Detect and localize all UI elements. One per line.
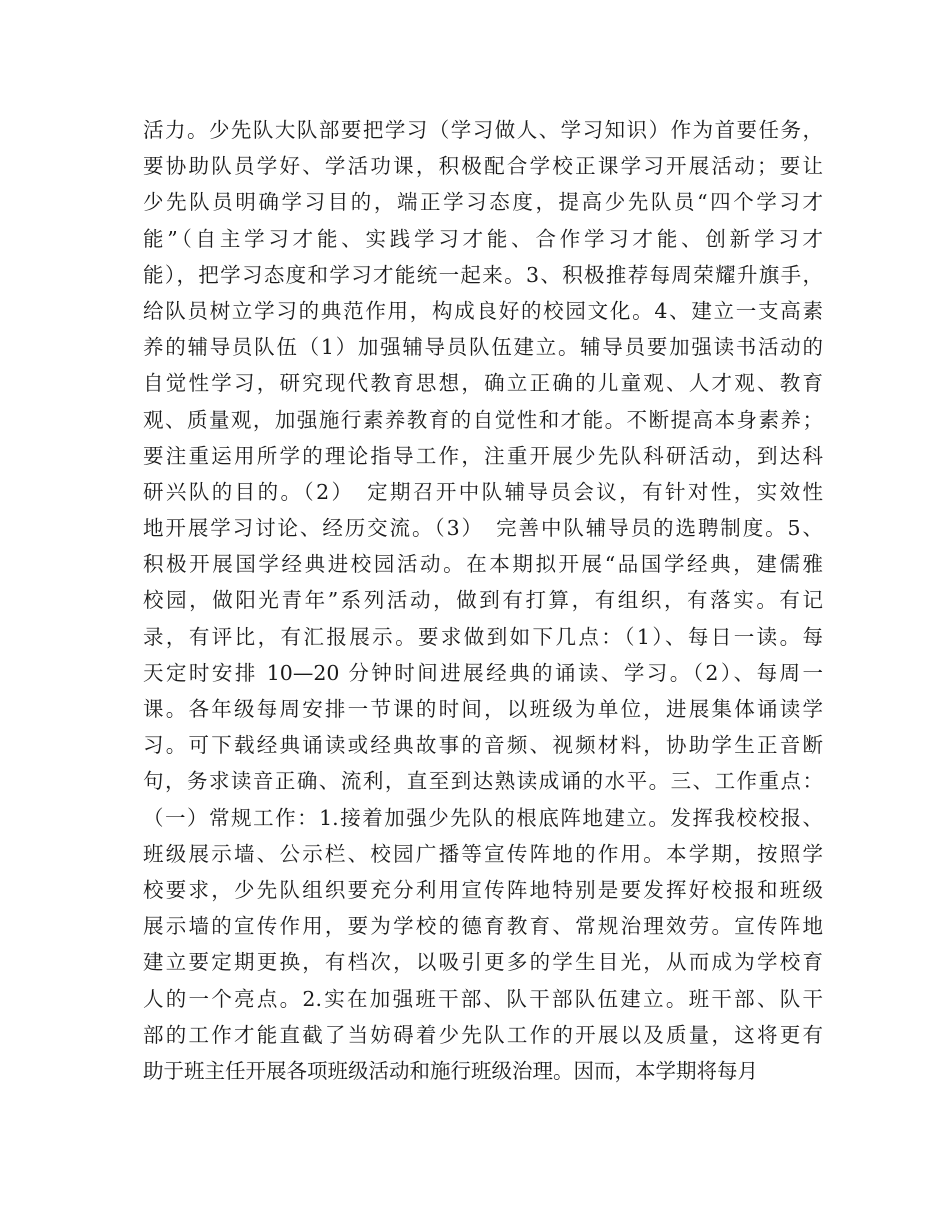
text-line-17: 课。各年级每周安排一节课的时间，以班级为单位，进展集体诵读学 <box>143 697 823 721</box>
text-line-24: 建立要定期更换，有档次，以吸引更多的学生目光，从而成为学校育 <box>143 950 823 975</box>
text-line-11: 研兴队的目的。（2） 定期召开中队辅导员会议，有针对性，实效性 <box>143 479 823 504</box>
text-line-27: 助于班主任开展各项班级活动和施行班级治理。因而，本学期将每月 <box>143 1058 758 1083</box>
text-line-7: 养的辅导员队伍（1）加强辅导员队伍建立。辅导员要加强读书活动的 <box>143 335 823 360</box>
text-line-22: 校要求，少先队组织要充分利用宣传阵地特别是要发挥好校报和班级 <box>143 877 823 902</box>
text-line-21: 班级展示墙、公示栏、校园广播等宣传阵地的作用。本学期，按照学 <box>143 841 823 866</box>
text-line-12: 地开展学习讨论、经历交流。（3） 完善中队辅导员的选聘制度。5、 <box>143 516 823 541</box>
text-line-25: 人的一个亮点。2.实在加强班干部、队干部队伍建立。班干部、队干 <box>143 986 823 1011</box>
text-line-4: 能”（自主学习才能、实践学习才能、合作学习才能、创新学习才 <box>143 226 823 251</box>
text-line-26: 部的工作才能直截了当妨碍着少先队工作的开展以及质量，这将更有 <box>143 1022 823 1047</box>
text-line-18: 习。可下载经典诵读或经典故事的音频、视频材料，协助学生正音断 <box>143 733 823 758</box>
text-line-10: 要注重运用所学的理论指导工作，注重开展少先队科研活动，到达科 <box>143 443 823 468</box>
text-line-23: 展示墙的宣传作用，要为学校的德育教育、常规治理效劳。宣传阵地 <box>143 914 823 939</box>
text-line-5: 能），把学习态度和学习才能统一起来。3、积极推荐每周荣耀升旗手， <box>143 262 823 287</box>
text-line-3: 少先队员明确学习目的，端正学习态度，提高少先队员“四个学习才 <box>143 190 823 215</box>
text-line-16: 天定时安排 10—20 分钟时间进展经典的诵读、学习。（2）、每周一 <box>143 660 823 685</box>
text-line-1: 活力。少先队大队部要把学习（学习做人、学习知识）作为首要任务， <box>143 118 823 142</box>
text-line-19: 句，务求读音正确、流利，直至到达熟读成诵的水平。三、工作重点： <box>143 769 823 794</box>
text-line-2: 要协助队员学好、学活功课，积极配合学校正课学习开展活动；要让 <box>143 154 823 179</box>
text-line-13: 积极开展国学经典进校园活动。在本期拟开展“品国学经典，建儒雅 <box>143 552 823 577</box>
text-line-20: （一）常规工作：1.接着加强少先队的根底阵地建立。发挥我校校报、 <box>143 805 823 830</box>
text-line-14: 校园，做阳光青年”系列活动，做到有打算，有组织，有落实。有记 <box>143 588 823 613</box>
text-line-6: 给队员树立学习的典范作用，构成良好的校园文化。4、建立一支高素 <box>143 298 823 323</box>
text-line-15: 录，有评比，有汇报展示。要求做到如下几点：（1）、每日一读。每 <box>143 624 823 649</box>
body-text <box>143 112 823 1089</box>
text-line-9: 观、质量观，加强施行素养教育的自觉性和才能。不断提高本身素养； <box>143 407 823 432</box>
text-line-8: 自觉性学习，研究现代教育思想，确立正确的儿童观、人才观、教育 <box>143 371 823 396</box>
